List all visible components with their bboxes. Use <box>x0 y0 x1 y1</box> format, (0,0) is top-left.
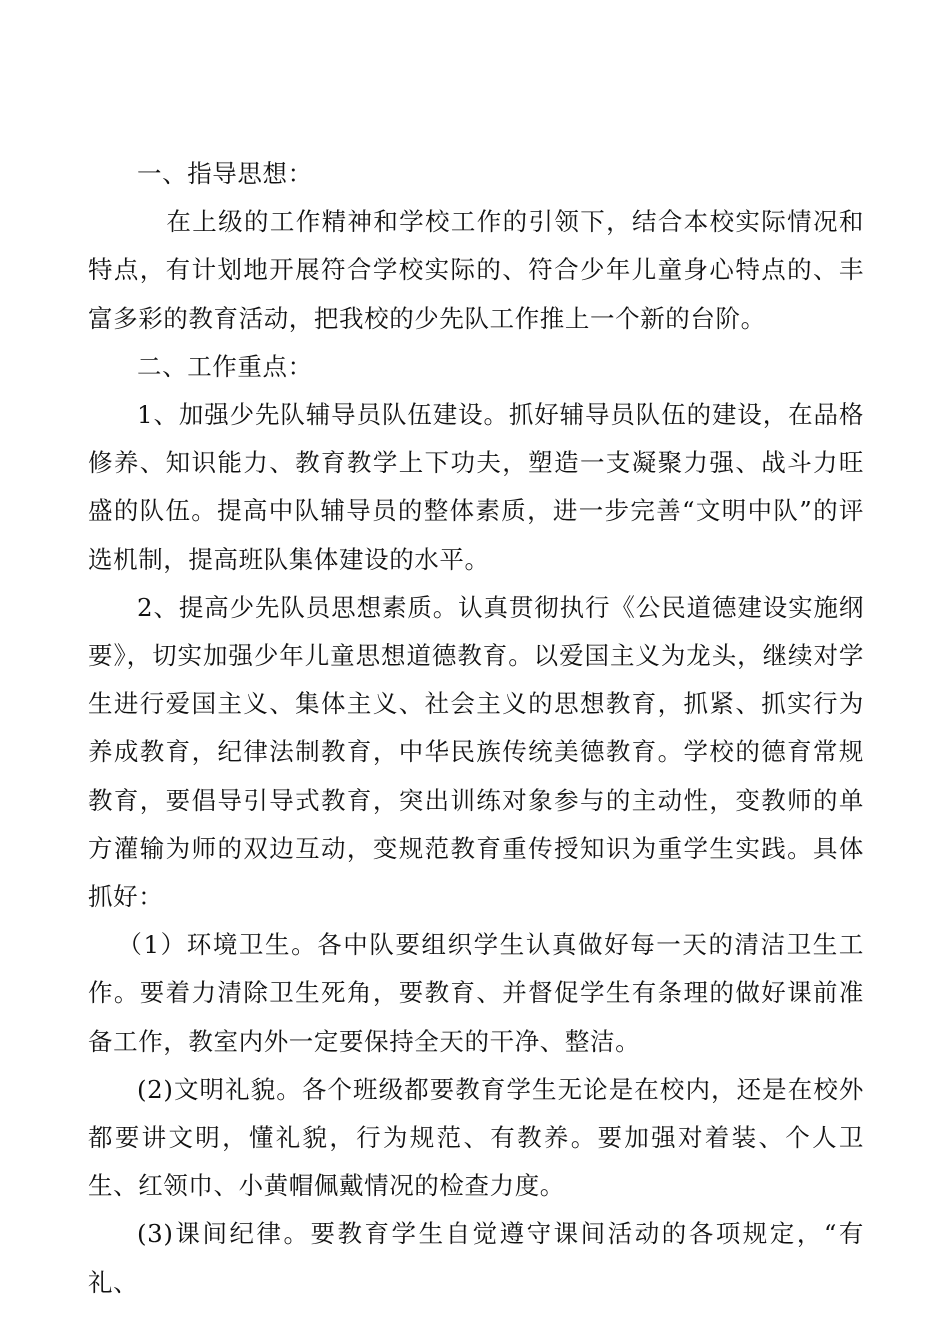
paragraph-focus-2: 2、提高少先队员思想素质。认真贯彻执行《公民道德建设实施纲要》，切实加强少年儿童思想道德教育。以爱国主义为龙头，继续对学生进行爱国主义、集体主义、社会主义的思想教育，抓紧、抓实行为养成教育，纪律法制教育，中华民族传统美德教育。学校的德育常规教育，要倡导引导式教育，突出训练对象参与的主动性，变教师的单方灌输为师的双边互动，变规范教育重传授知识为重学生实践。具体抓好： <box>88 592 864 912</box>
paragraph-item-3: (3)课间纪律。要教育学生自觉遵守课间活动的各项规定，“有礼、 <box>88 1219 864 1297</box>
paragraph-guiding-ideology: 在上级的工作精神和学校工作的引领下，结合本校实际情况和特点，有计划地开展符合学校实际的、符合少年儿童身心特点的、丰富多彩的教育活动，把我校的少先队工作推上一个新的台阶。 <box>88 207 864 333</box>
paragraph-item-2: (2)文明礼貌。各个班级都要教育学生无论是在校内，还是在校外都要讲文明，懂礼貌，行为规范、有教养。要加强对着装、个人卫生、红领巾、小黄帽佩戴情况的检查力度。 <box>88 1074 864 1201</box>
document-body <box>88 150 864 1307</box>
section-heading-work-focus: 二、工作重点： <box>137 351 313 381</box>
section-heading-guiding-ideology: 一、指导思想： <box>137 159 313 188</box>
paragraph-focus-1: 1、加强少先队辅导员队伍建设。抓好辅导员队伍的建设，在品格修养、知识能力、教育教学上下功夫，塑造一支凝聚力强、战斗力旺盛的队伍。提高中队辅导员的整体素质，进一步完善“文明中队”的评选机制，提高班队集体建设的水平。 <box>88 400 864 574</box>
paragraph-item-1: （1）环境卫生。各中队要组织学生认真做好每一天的清洁卫生工作。要着力清除卫生死角，要教育、并督促学生有条理的做好课前准备工作，教室内外一定要保持全天的干净、整洁。 <box>88 930 864 1056</box>
